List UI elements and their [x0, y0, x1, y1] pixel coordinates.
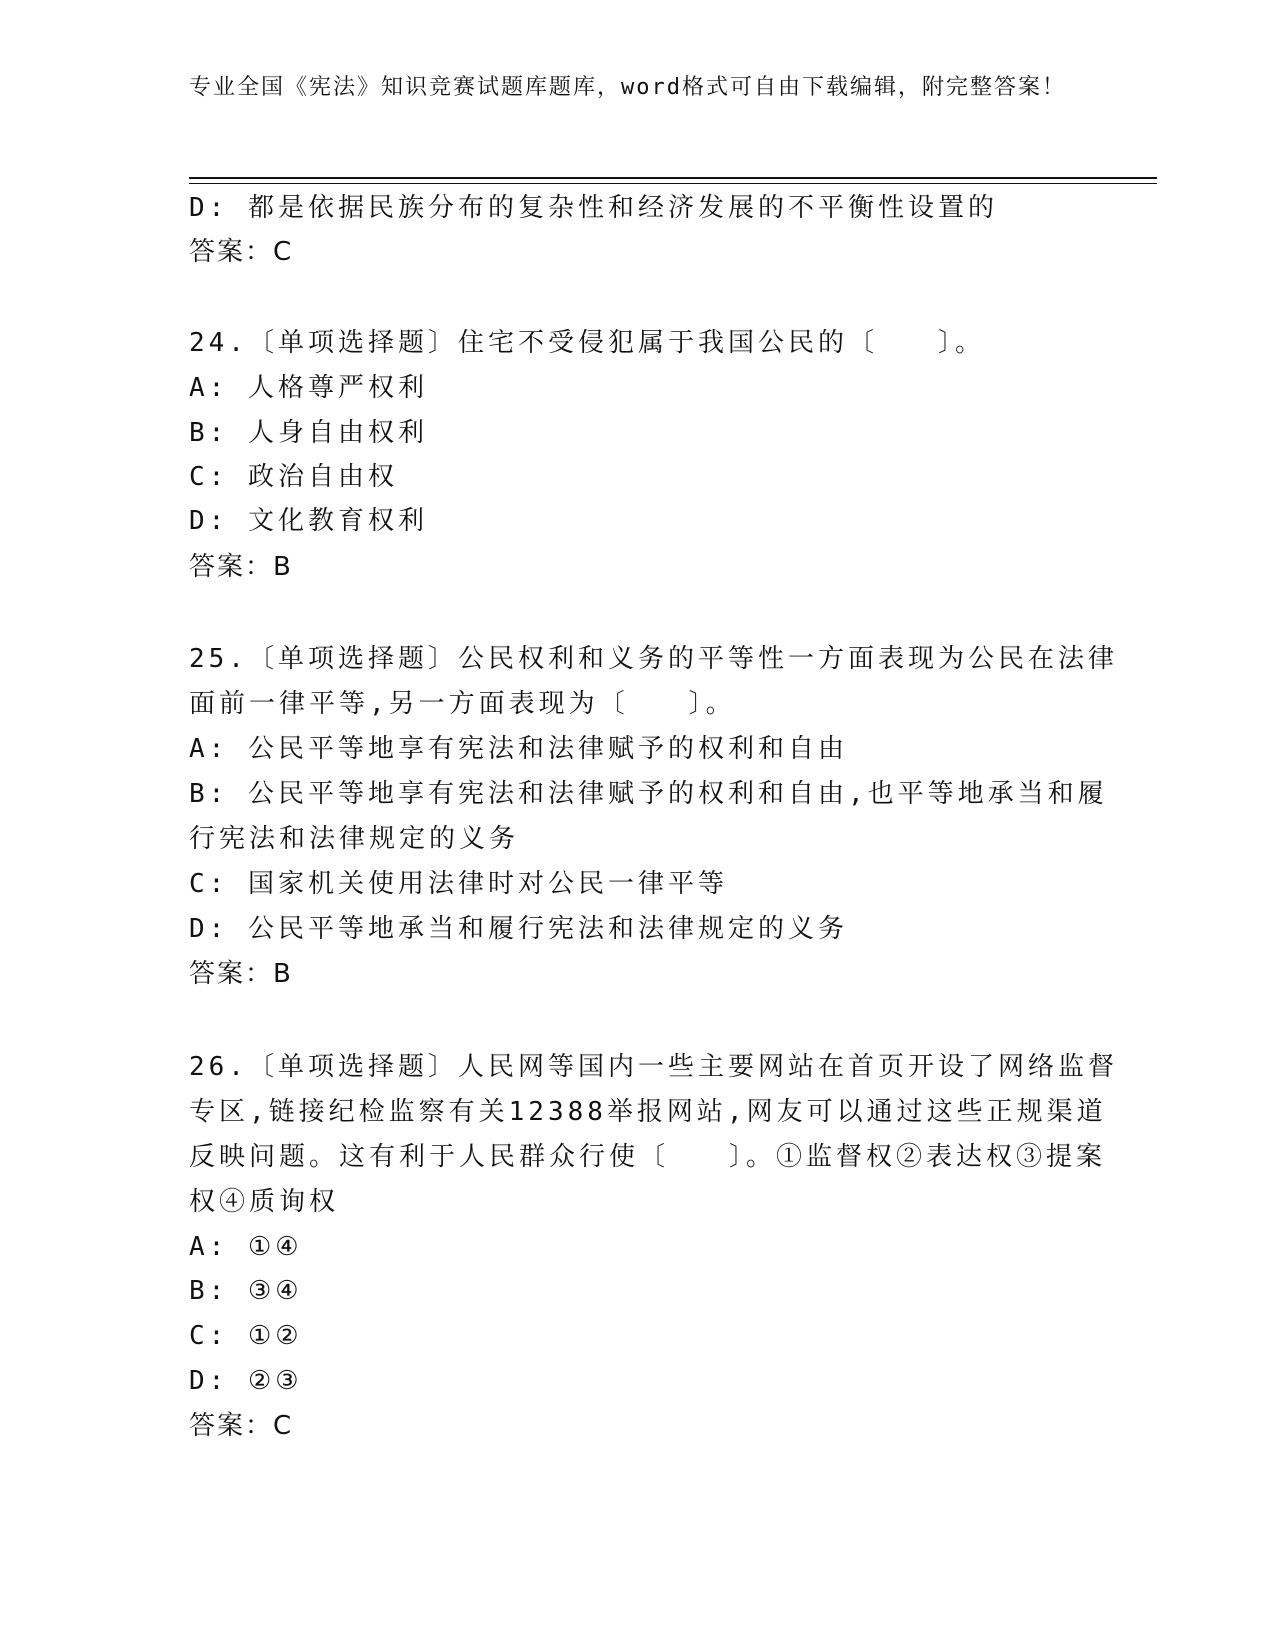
- q26-stem-line-4: 权④质询权: [189, 1187, 340, 1217]
- q25-option-d: D: 公民平等地承当和履行宪法和法律规定的义务: [189, 914, 848, 944]
- q25-option-c: C: 国家机关使用法律时对公民一律平等: [189, 869, 728, 899]
- q26-stem-line-3: 反映问题。这有利于人民群众行使〔 〕。①监督权②表达权③提案: [189, 1142, 1107, 1172]
- q24-option-c: C: 政治自由权: [189, 462, 398, 492]
- q26-option-c: C: ①②: [189, 1321, 303, 1351]
- q23-option-d: D: 都是依据民族分布的复杂性和经济发展的不平衡性设置的: [189, 193, 998, 223]
- q26-stem-line-2: 专区,链接纪检监察有关12388举报网站,网友可以通过这些正规渠道: [189, 1097, 1107, 1127]
- q24-stem: 24.〔单项选择题〕住宅不受侵犯属于我国公民的〔 〕。: [189, 328, 985, 358]
- q24-option-b: B: 人身自由权利: [189, 418, 428, 448]
- q25-option-a: A: 公民平等地享有宪法和法律赋予的权利和自由: [189, 734, 848, 764]
- q25-answer: 答案：B: [189, 959, 293, 989]
- document-header: 专业全国《宪法》知识竞赛试题库题库，word格式可自由下载编辑，附完整答案！: [189, 75, 1066, 100]
- q24-answer: 答案：B: [189, 552, 293, 582]
- q25-stem-line-1: 25.〔单项选择题〕公民权利和义务的平等性一方面表现为公民在法律: [189, 644, 1118, 674]
- header-divider-thick: [189, 177, 1157, 179]
- q25-stem-line-2: 面前一律平等,另一方面表现为〔 〕。: [189, 689, 736, 719]
- q26-answer: 答案：C: [189, 1411, 294, 1441]
- q26-option-a: A: ①④: [189, 1232, 303, 1262]
- header-divider-thin: [189, 183, 1157, 184]
- q23-answer: 答案：C: [189, 237, 294, 267]
- q24-option-a: A: 人格尊严权利: [189, 373, 428, 403]
- q25-option-b-line-2: 行宪法和法律规定的义务: [189, 824, 520, 854]
- q25-option-b-line-1: B: 公民平等地享有宪法和法律赋予的权利和自由,也平等地承当和履: [189, 779, 1108, 809]
- q26-option-b: B: ③④: [189, 1276, 303, 1306]
- q24-option-d: D: 文化教育权利: [189, 506, 428, 536]
- q26-option-d: D: ②③: [189, 1366, 303, 1396]
- q26-stem-line-1: 26.〔单项选择题〕人民网等国内一些主要网站在首页开设了网络监督: [189, 1052, 1118, 1082]
